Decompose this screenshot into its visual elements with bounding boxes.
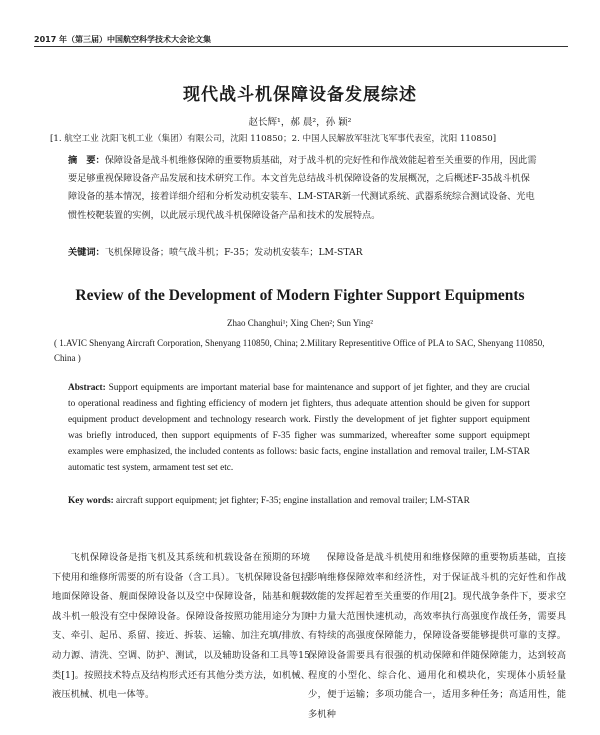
english-title: Review of the Development of Modern Fighter Support Equipments (75, 287, 525, 304)
chinese-title: 现代战斗机保障设备发展综述 (183, 85, 417, 105)
body-left-column (52, 548, 310, 705)
chinese-authors: 赵长辉¹，郝 晨²，孙 颖² (248, 117, 352, 128)
chinese-keywords-label: 关键词： (68, 247, 105, 258)
chinese-abstract-label: 摘 要： (68, 155, 105, 166)
english-abstract (68, 380, 530, 477)
chinese-affiliation: [1. 航空工业 沈阳飞机工业（集团）有限公司，沈阳 110850；2. 中国人民解放军驻沈飞军事代表室，沈阳 110850] (50, 134, 497, 144)
header-rule (34, 46, 568, 47)
english-authors: Zhao Changhui¹; Xing Chen²; Sun Ying² (226, 318, 373, 328)
body-left-paragraph: 飞机保障设备是指飞机及其系统和机载设备在预期的环境下使用和维修所需要的所有设备（含工具）。飞机保障设备包括地面保障设备、舰面保障设备以及空中保障设备，陆基和舰载战斗机一般没有空中保障设备。保障设备按照功能用途分为顶支、牵引、起吊、系留、接近、拆装、运输、加注充填/排放、动力源、清洗、空调、防护、测试，以及辅助设备和工具等15类[1]。按照技术特点及结构形式还有其他分类方法，如机械、液压机械、机电一体等。 (52, 552, 310, 701)
chinese-abstract (68, 152, 538, 225)
english-keywords-text: aircraft support equipment; jet fighter; F-35; engine installation and removal trailer; LM-STAR (116, 496, 470, 506)
english-affiliation: ( 1.AVIC Shenyang Aircraft Corporation, Shenyang 110850, China; 2.Military Representitive Office of PLA to SAC, Shenyang 110850, China ) (54, 338, 545, 363)
english-abstract-text: Support equipments are important material base for maintenance and support of jet fighter, and they are crucial to operational readiness and fighting efficiency of modern jet fighters, thus adequate attention should be given for support equipment product development and technology research work. Firstly the development of jet fighter support equipment was briefly introduced, then support equipments of F-35 figher was summarized, whereafter some support equipmept examples were emphasized, the included contents as follows: basic facts, engine installation and removal trailer, LM-STAR automatic test system, armament test set etc. (68, 383, 530, 474)
chinese-keywords-text: 飞机保障设备；喷气战斗机；F-35；发动机安装车；LM-STAR (104, 247, 363, 258)
body-right-column (308, 548, 566, 724)
english-abstract-label: Abstract: (68, 383, 106, 393)
running-header: 2017 年（第三届）中国航空科学技术大会论文集 (34, 35, 212, 44)
chinese-keywords (68, 244, 538, 258)
english-keywords (68, 493, 530, 509)
english-keywords-label: Key words: (68, 496, 114, 506)
chinese-abstract-text: 保障设备是战斗机维修保障的重要物质基础，对于战斗机的完好性和作战效能起着至关重要的作用，因此需要足够重视保障设备产品发展和技术研究工作。本文首先总结战斗机保障设备的发展概况，之后概述F-35战斗机保障设备的基本情况，接着详细介绍和分析发动机安装车、LM-STAR新一代测试系统、武器系统综合测试设备、光电惯性校靶装置的实例，以此展示现代战斗机保障设备产品和技术的发展特点。 (68, 155, 537, 221)
body-right-paragraph: 保障设备是战斗机使用和维修保障的重要物质基础，直接影响维修保障效率和经济性，对于保证战斗机的完好性和作战效能的发挥起着至关重要的作用[2]。现代战争条件下，要求空中力量大范围快速机动，高效率执行高强度作战任务，需要具有特续的高强度保障能力，保障设备要能够提供可靠的支撑。保障设备需要具有很强的机动保障和伴随保障能力，达到较高程度的小型化、综合化、通用化和模块化，实现体小质轻量少，便于运输；多项功能合一，适用多种任务；高适用性，能多机种 (308, 552, 566, 720)
